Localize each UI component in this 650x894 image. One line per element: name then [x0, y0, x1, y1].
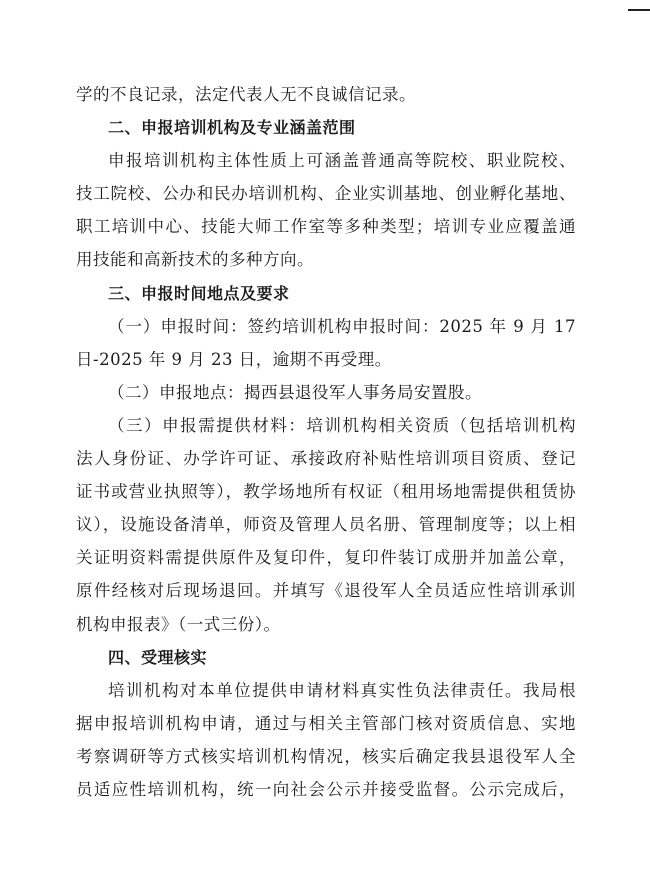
paragraph-line: 关证明资料需提供原件及复印件，复印件装订成册并加盖公章， [76, 548, 576, 568]
paragraph-line: 员适应性培训机构，统一向社会公示并接受监督。公示完成后， [76, 779, 576, 799]
paragraph-line: 职工培训中心、技能大师工作室等多种类型；培训专业应覆盖通 [76, 217, 576, 237]
paragraph-line: 议），设施设备清单，师资及管理人员名册、管理制度等；以上相 [76, 515, 576, 535]
page-edge-mark [628, 9, 650, 11]
paragraph-line: 用技能和高新技术的多种方向。 [76, 250, 314, 270]
section-heading-4: 四、受理核实 [108, 647, 208, 667]
paragraph-line: 申报培训机构主体性质上可涵盖普通高等院校、职业院校、 [108, 151, 576, 171]
paragraph-line: 法人身份证、办学许可证、承接政府补贴性培训项目资质、登记 [76, 449, 576, 469]
paragraph-line: 原件经核对后现场退回。并填写《退役军人全员适应性培训承训 [76, 581, 576, 601]
paragraph-line: 据申报培训机构申请，通过与相关主管部门核对资质信息、实地 [76, 713, 576, 733]
document-body [76, 78, 576, 806]
paragraph-line: 培训机构对本单位提供申请材料真实性负法律责任。我局根 [108, 680, 576, 700]
section-heading-3: 三、申报时间地点及要求 [108, 283, 290, 303]
paragraph-line: 学的不良记录，法定代表人无不良诚信记录。 [76, 85, 416, 104]
paragraph-line: （二）申报地点：揭西县退役军人事务局安置股。 [108, 382, 482, 402]
paragraph-line: 技工院校、公办和民办培训机构、企业实训基地、创业孵化基地、 [76, 184, 576, 204]
paragraph-line: （一）申报时间：签约培训机构申报时间：2025 年 9 月 17 [108, 316, 576, 336]
paragraph-line: 机构申报表》（一式三份）。 [76, 614, 281, 634]
paragraph-line: 证书或营业执照等），教学场地所有权证（租用场地需提供租赁协 [76, 482, 576, 502]
paragraph-line: （三）申报需提供材料：培训机构相关资质（包括培训机构 [108, 415, 576, 435]
paragraph-line: 考察调研等方式核实培训机构情况，核实后确定我县退役军人全 [76, 746, 576, 766]
paragraph-line: 日-2025 年 9 月 23 日，逾期不再受理。 [76, 349, 392, 369]
section-heading-2: 二、申报培训机构及专业涵盖范围 [108, 118, 356, 138]
